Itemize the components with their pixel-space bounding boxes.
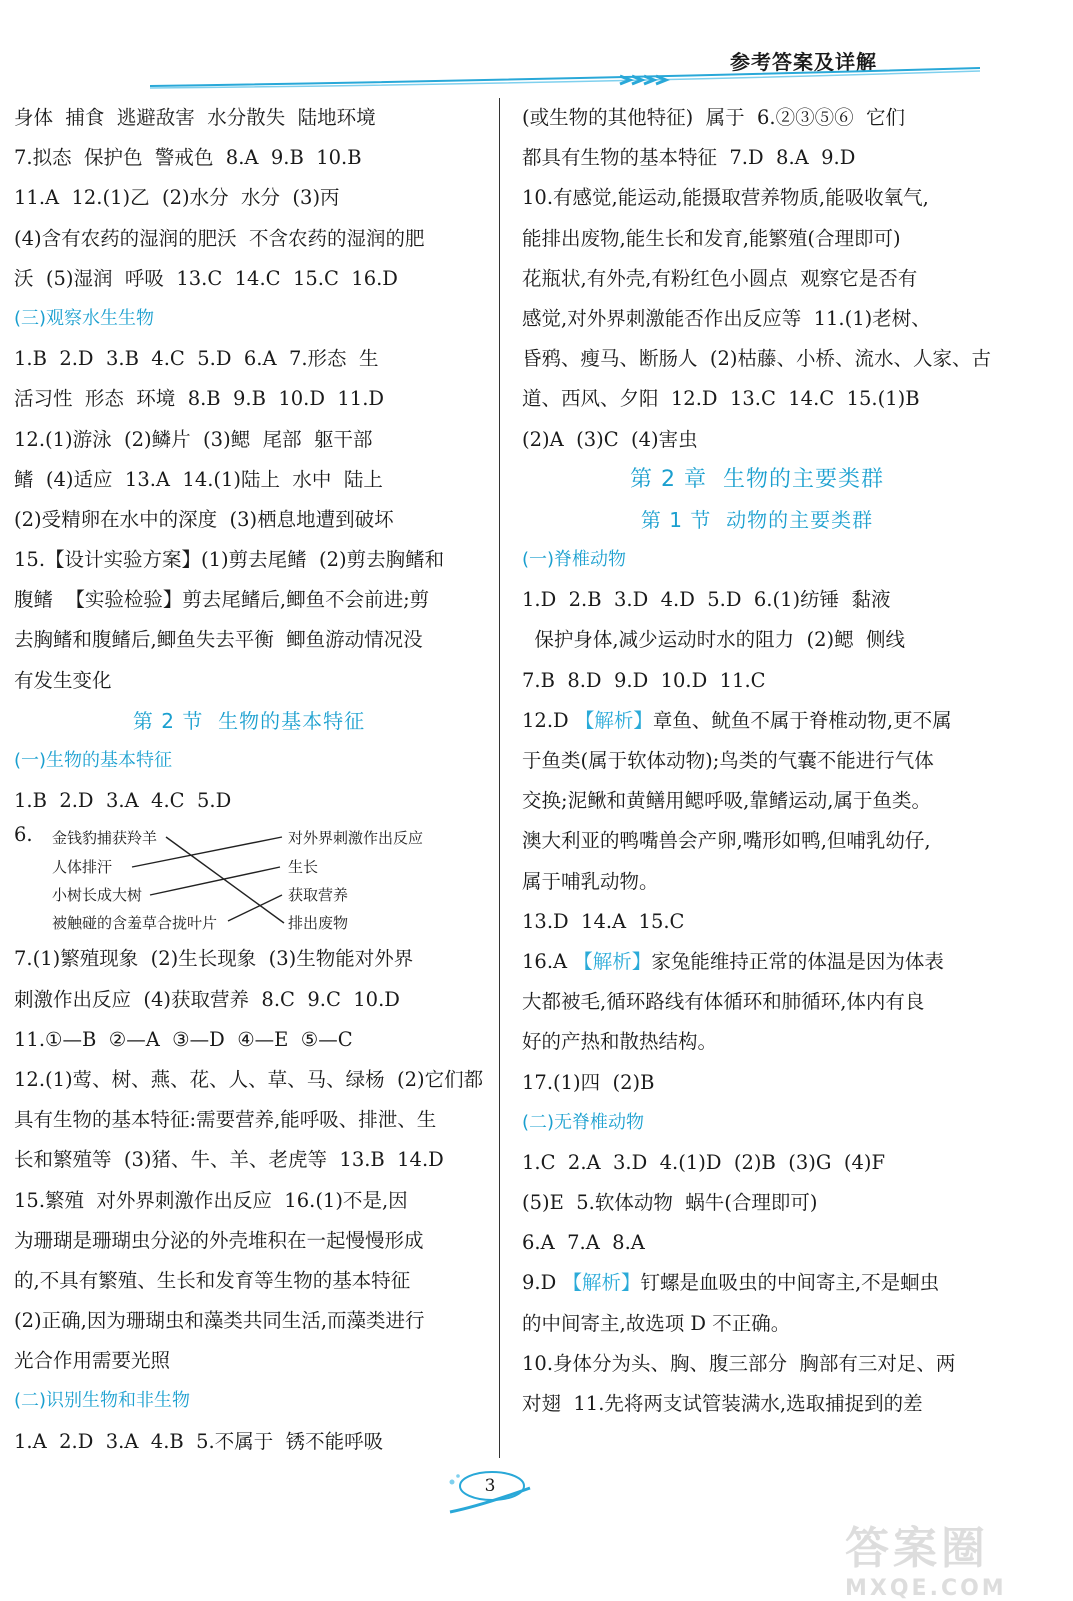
line-text: 长和繁殖等 (3)猪、牛、羊、老虎等 13.B 14.D <box>14 1148 444 1172</box>
line-text: 有发生变化 <box>14 668 112 692</box>
matching-left-item: 被触碰的含羞草合拢叶片 <box>52 914 218 933</box>
matching-left-item: 金钱豹捕获羚羊 <box>52 829 158 848</box>
line-text: 1.A 2.D 3.A 4.B 5.不属于 锈不能呼吸 <box>14 1429 384 1453</box>
page-number-badge <box>440 1462 540 1522</box>
answer-line <box>14 1301 484 1341</box>
answer-line <box>14 420 484 460</box>
line-text: 能排出废物,能生长和发育,能繁殖(合理即可) <box>522 226 901 250</box>
line-text: (二)无脊椎动物 <box>522 1111 645 1133</box>
line-text: (2)受精卵在水中的深度 (3)栖息地遭到破坏 <box>14 507 394 531</box>
line-text: 第 2 节 生物的基本特征 <box>132 708 366 733</box>
column-divider <box>499 98 500 1458</box>
line-text: 1.B 2.D 3.B 4.C 5.D 6.A 7.形态 生 <box>14 347 379 371</box>
right-column <box>522 98 992 1424</box>
line-text: 都具有生物的基本特征 7.D 8.A 9.D <box>522 146 856 170</box>
answer-line <box>522 661 992 701</box>
header-title: 参考答案及详解 <box>730 50 877 74</box>
answer-line <box>522 1143 992 1183</box>
answer-line <box>14 178 484 218</box>
answer-line <box>522 982 992 1022</box>
answer-line <box>14 98 484 138</box>
line-text: (三)观察水生生物 <box>14 307 155 329</box>
answer-line <box>522 259 992 299</box>
answer-line <box>14 1140 484 1180</box>
line-text: (2)正确,因为珊瑚虫和藻类共同生活,而藻类进行 <box>14 1309 425 1333</box>
answer-line <box>14 980 484 1020</box>
section-heading <box>14 1381 484 1421</box>
watermark-text: 答案圈 <box>845 1523 989 1574</box>
line-text: 15.【设计实验方案】(1)剪去尾鳍 (2)剪去胸鳍和 <box>14 548 445 572</box>
answer-line <box>14 138 484 178</box>
answer-line <box>14 939 484 979</box>
answer-line <box>522 98 992 138</box>
answer-line <box>522 1063 992 1103</box>
section-heading <box>522 540 992 580</box>
line-text: 1.C 2.A 3.D 4.(1)D (2)B (3)G (4)F <box>522 1150 885 1174</box>
matching-left-item: 小树长成大树 <box>52 886 143 905</box>
page-number: 3 <box>484 1476 496 1496</box>
answer-line <box>14 1422 484 1462</box>
section-heading <box>14 299 484 339</box>
line-text: 沃 (5)湿润 呼吸 13.C 14.C 15.C 16.D <box>14 266 398 290</box>
line-text: 家兔能维持正常的体温是因为体表 <box>651 949 944 973</box>
answer-line <box>14 1261 484 1301</box>
matching-right-item: 对外界刺激作出反应 <box>288 829 424 848</box>
watermark <box>845 1512 1045 1601</box>
matching-exercise <box>14 821 484 939</box>
line-text: 第 1 节 动物的主要类群 <box>640 507 874 532</box>
answer-line <box>522 219 992 259</box>
line-text: 章鱼、鱿鱼不属于脊椎动物,更不属 <box>652 708 952 732</box>
answer-line <box>14 1100 484 1140</box>
analysis-tag: 【解析】 <box>574 708 653 732</box>
answer-line <box>14 620 484 660</box>
left-column <box>14 98 484 1462</box>
line-text: 6.A 7.A 8.A <box>522 1231 645 1255</box>
line-text: 7.(1)繁殖现象 (2)生长现象 (3)生物能对外界 <box>14 947 414 971</box>
section-heading <box>522 1103 992 1143</box>
answer-line <box>14 379 484 419</box>
line-text: (5)E 5.软体动物 蜗牛(合理即可) <box>522 1191 818 1215</box>
line-text: 12.D <box>522 708 575 732</box>
line-text: 13.D 14.A 15.C <box>522 909 685 933</box>
answer-line <box>522 580 992 620</box>
line-text: 7.拟态 保护色 警戒色 8.A 9.B 10.B <box>14 146 362 170</box>
line-text: 9.D <box>522 1271 563 1295</box>
answer-line <box>14 259 484 299</box>
answer-line <box>14 339 484 379</box>
line-text: 大都被毛,循环路线有体循环和肺循环,体内有良 <box>522 990 925 1014</box>
line-text: 保护身体,减少运动时水的阻力 (2)鳃 侧线 <box>522 628 906 652</box>
subsection-heading <box>522 500 992 540</box>
answer-line <box>522 379 992 419</box>
line-text: 的中间寄主,故选项 D 不正确。 <box>522 1311 791 1335</box>
line-text: 好的产热和散热结构。 <box>522 1030 718 1054</box>
matching-right-item: 排出废物 <box>288 914 349 933</box>
line-text: 花瓶状,有外壳,有粉红色小圆点 观察它是否有 <box>522 266 918 290</box>
line-text: (一)脊椎动物 <box>522 549 627 571</box>
answer-line <box>522 781 992 821</box>
answer-line <box>522 1223 992 1263</box>
line-text: 澳大利亚的鸭嘴兽会产卵,嘴形如鸭,但哺乳幼仔, <box>522 829 931 853</box>
answer-line <box>14 1060 484 1100</box>
line-text: (4)含有农药的湿润的肥沃 不含农药的湿润的肥 <box>14 226 425 250</box>
analysis-tag: 【解析】 <box>573 949 652 973</box>
line-text: 1.D 2.B 3.D 4.D 5.D 6.(1)纺锤 黏液 <box>522 588 891 612</box>
line-text: 刺激作出反应 (4)获取营养 8.C 9.C 10.D <box>14 987 400 1011</box>
line-text: (或生物的其他特征) 属于 6.②③⑤⑥ 它们 <box>522 106 906 129</box>
line-text: 11.①—B ②—A ③—D ④—E ⑤—C <box>14 1027 353 1051</box>
section-heading <box>14 741 484 781</box>
answer-line <box>522 942 992 982</box>
answer-line <box>522 701 992 741</box>
answer-line <box>522 821 992 861</box>
line-text: 具有生物的基本特征:需要营养,能呼吸、排泄、生 <box>14 1108 437 1132</box>
line-text: 鳍 (4)适应 13.A 14.(1)陆上 水中 陆上 <box>14 467 383 491</box>
line-text: 感觉,对外界刺激能否作出反应等 11.(1)老树、 <box>522 306 931 330</box>
line-text: 12.(1)莺、树、燕、花、人、草、马、绿杨 (2)它们都 <box>14 1067 484 1091</box>
line-text: 腹鳍 【实验检验】剪去尾鳍后,鲫鱼不会前进;剪 <box>14 588 430 612</box>
answer-line <box>522 299 992 339</box>
line-text: 16.A <box>522 949 574 973</box>
line-text: (二)识别生物和非生物 <box>14 1390 191 1412</box>
line-text: (2)A (3)C (4)害虫 <box>522 427 698 451</box>
line-text: 的,不具有繁殖、生长和发育等生物的基本特征 <box>14 1268 411 1292</box>
answer-line <box>14 580 484 620</box>
line-text: 15.繁殖 对外界刺激作出反应 16.(1)不是,因 <box>14 1188 408 1212</box>
subsection-heading <box>14 701 484 741</box>
answer-line <box>14 1181 484 1221</box>
matching-number: 6. <box>14 823 33 847</box>
answer-line <box>522 1183 992 1223</box>
answer-line <box>14 540 484 580</box>
matching-right-item: 获取营养 <box>288 886 349 905</box>
answer-line <box>522 902 992 942</box>
line-text: 第 2 章 生物的主要类群 <box>630 466 884 492</box>
header-decoration <box>150 66 980 90</box>
chapter-heading <box>522 460 992 500</box>
matching-left-item: 人体排汗 <box>52 858 113 877</box>
line-text: 对翅 11.先将两支试管装满水,选取捕捉到的差 <box>522 1392 923 1415</box>
answer-line <box>14 460 484 500</box>
answer-line <box>14 781 484 821</box>
answer-line <box>14 661 484 701</box>
line-text: 去胸鳍和腹鳍后,鲫鱼失去平衡 鲫鱼游动情况没 <box>14 628 423 652</box>
answer-line <box>522 862 992 902</box>
line-text: 钉螺是血吸虫的中间寄主,不是蛔虫 <box>640 1271 940 1295</box>
line-text: 11.A 12.(1)乙 (2)水分 水分 (3)丙 <box>14 186 340 210</box>
line-text: 光合作用需要光照 <box>14 1349 171 1373</box>
line-text: 为珊瑚是珊瑚虫分泌的外壳堆积在一起慢慢形成 <box>14 1228 424 1252</box>
line-text: 于鱼类(属于软体动物);鸟类的气囊不能进行气体 <box>522 749 934 772</box>
answer-line <box>522 620 992 660</box>
answer-line <box>14 1221 484 1261</box>
line-text: 属于哺乳动物。 <box>522 869 659 893</box>
answer-line <box>14 219 484 259</box>
answer-line <box>522 138 992 178</box>
line-text: 17.(1)四 (2)B <box>522 1070 655 1094</box>
line-text: 昏鸦、瘦马、断肠人 (2)枯藤、小桥、流水、人家、古 <box>522 347 992 371</box>
answer-line <box>522 741 992 781</box>
answer-line <box>522 339 992 379</box>
line-text: 交换;泥鳅和黄鳝用鳃呼吸,靠鳍运动,属于鱼类。 <box>522 789 931 813</box>
answer-line <box>522 1022 992 1062</box>
answer-line <box>522 1304 992 1344</box>
answer-line <box>522 178 992 218</box>
line-text: 活习性 形态 环境 8.B 9.B 10.D 11.D <box>14 387 385 411</box>
line-text: 12.(1)游泳 (2)鳞片 (3)鳃 尾部 躯干部 <box>14 427 373 451</box>
analysis-tag: 【解析】 <box>562 1271 641 1295</box>
line-text: 10.有感觉,能运动,能摄取营养物质,能吸收氧气, <box>522 186 929 210</box>
answer-line <box>522 420 992 460</box>
answer-line <box>522 1344 992 1384</box>
line-text: 10.身体分为头、胸、腹三部分 胸部有三对足、两 <box>522 1351 956 1375</box>
line-text: 道、西风、夕阳 12.D 13.C 14.C 15.(1)B <box>522 387 920 411</box>
line-text: 7.B 8.D 9.D 10.D 11.C <box>522 668 766 692</box>
line-text: (一)生物的基本特征 <box>14 750 173 771</box>
answer-line <box>14 1341 484 1381</box>
line-text: 身体 捕食 逃避敌害 水分散失 陆地环境 <box>14 106 376 129</box>
answer-line <box>522 1384 992 1424</box>
answer-line <box>14 1020 484 1060</box>
line-text: 1.B 2.D 3.A 4.C 5.D <box>14 789 232 813</box>
answer-line <box>14 500 484 540</box>
answer-line <box>522 1263 992 1303</box>
matching-right-item: 生长 <box>288 858 319 877</box>
watermark-url: MXQE.COM <box>845 1576 1007 1601</box>
